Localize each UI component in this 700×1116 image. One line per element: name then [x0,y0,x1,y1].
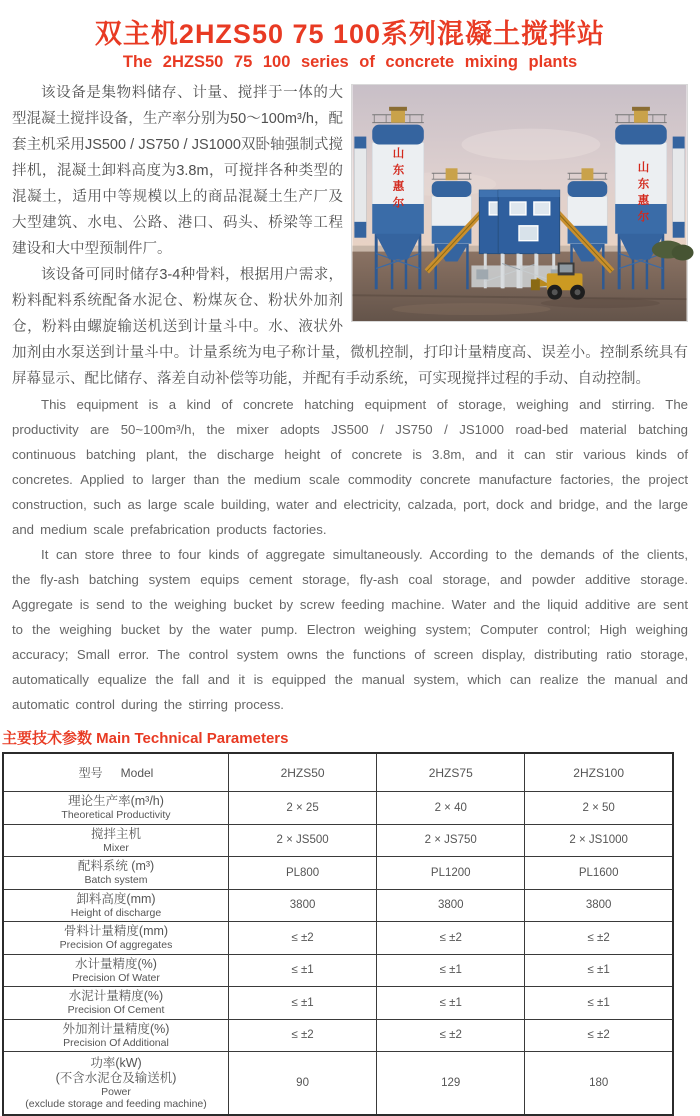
table-row [3,824,673,857]
intro-para-en-2: It can store three to four kinds of aggregate simultaneously. According to the demands of the clients, the fly-ash batching system equips cement storage, fly-ash coal storage, and powder additive storage. Aggregate is send to the weighing bucket by screw feeding machine. Water and the liquid additive are sent to the weighing bucket by the water pump. Electron weighing system; Computer control; High weighing accuracy; Small error. The control system owns the functions of screen display, distributing ratio storage, automatically equalize the fall and it is equipped the manual system, which can realize the manual and automatic control during the stirring process. [12,547,688,712]
spec-cell: ≤ ±2 [525,922,673,955]
table-row [3,889,673,922]
spec-cell: 2 × JS1000 [525,824,673,857]
param-label-cn: 功率(kW) [90,1055,142,1070]
param-label-cell [3,922,229,955]
intro-para-cn-2: 该设备可同时储存3-4种骨料，根据用户需求，粉料配料系统配备水泥仓、粉煤灰仓、粉状外加剂仓，粉料由螺旋输送机送到计量斗中。水、液状外加剂由水泵送到计量斗中。计量系统为电子称计量，微机控制，打印计量精度高、误差小。控制系统具有屏幕显示、配比储存、落差自动补偿等功能，并配有手动系统，可实现搅拌过程的手动、自动控制。 [12,267,688,387]
spec-cell: 3800 [229,889,377,922]
table-row [3,1019,673,1052]
param-label-en: Precision Of aggregates [59,939,173,951]
param-label-cell [3,824,229,857]
param-label-en: Mixer [103,841,129,854]
spec-cell: ≤ ±1 [229,954,377,987]
table-row [3,954,673,987]
spec-cell: ≤ ±2 [229,1019,377,1052]
spec-cell: ≤ ±1 [525,954,673,987]
param-label-cn: 配料系统 (m³) [77,859,155,873]
param-label-cell [3,857,229,890]
spec-cell: ≤ ±2 [525,1019,673,1052]
param-label-cn: 外加剂计量精度(%) [62,1021,170,1036]
page-title: 双主机2HZS50 75 100系列混凝土搅拌站 [94,19,606,49]
spec-cell: PL1600 [525,857,673,890]
spec-cell: ≤ ±1 [377,954,525,987]
param-label-en: Height of discharge [70,906,162,919]
param-label-cell [3,1052,229,1116]
spec-table [2,752,674,1116]
param-label-cn: 搅拌主机 [90,826,141,841]
param-label-cn2: (不含水泥仓及输送机) [55,1070,177,1085]
spec-cell: 2 × 50 [525,792,673,825]
model-cell: 2HZS50 [229,753,377,792]
spec-cell: ≤ ±1 [377,987,525,1020]
spec-cell: 2 × JS500 [229,824,377,857]
param-label-cell [3,987,229,1020]
silo-brand-label-left: 山东惠尔 [391,147,404,213]
spec-cell: 90 [229,1052,377,1116]
model-cell: 2HZS100 [525,753,673,792]
intro-section [12,80,688,717]
spec-cell: ≤ ±1 [229,987,377,1020]
param-label-cn: 理论生产率(m³/h) [68,794,164,808]
param-label-en: Precision Of Cement [67,1004,165,1016]
spec-cell: 3800 [377,889,525,922]
spec-cell: PL800 [229,857,377,890]
spec-cell: 3800 [525,889,673,922]
spec-cell: 2 × 25 [229,792,377,825]
spec-cell: 2 × JS750 [377,824,525,857]
intro-para-en-1: This equipment is a kind of concrete hatching equipment of storage, weighing and stirring. The productivity are 50~100m³/h, the mixer adopts JS500 / JS750 / JS1000 road-bed material batching continuous batching plant, the discharge height of concrete is 3.8m, and it can stir various kinds of concretes. Applied to larger than the medium scale commodity concrete manufacture factories, the project construction, such as large scale building, water and electricity, calzada, port, dock and bridge, and the large and medium scale prefabrication products factories. [12,397,688,537]
spec-cell: 180 [525,1052,673,1116]
model-label-cell [3,753,229,792]
param-label-cell [3,792,229,825]
spec-cell: 2 × 40 [377,792,525,825]
table-row [3,987,673,1020]
plant-photo [351,84,688,322]
param-label-en: Precision Of Water [72,971,160,984]
spec-cell: ≤ ±2 [229,922,377,955]
param-label-en: Batch system [84,874,148,886]
table-row [3,922,673,955]
model-label-en: Model [120,766,154,780]
page-subtitle: The 2HZS50 75 100 series of concrete mixing plants [122,53,578,71]
param-label-cell [3,1019,229,1052]
table-row-model [3,753,673,792]
datasheet-page [0,12,700,1110]
param-label-en: Precision Of Additional [63,1036,169,1049]
param-label-cn: 水泥计量精度(%) [68,989,164,1003]
param-label-cell [3,954,229,987]
param-label-en: Power [101,1085,131,1098]
param-label-en2: (exclude storage and feeding machine) [25,1098,207,1110]
spec-cell: PL1200 [377,857,525,890]
param-label-cell [3,889,229,922]
table-row [3,857,673,890]
silo-brand-label-right: 山东惠尔 [636,161,649,227]
param-label-cn: 骨料计量精度(mm) [63,924,169,938]
spec-cell: ≤ ±1 [525,987,673,1020]
spec-cell: 129 [377,1052,525,1116]
section-header: 主要技术参数 Main Technical Parameters [2,730,289,747]
param-label-en: Theoretical Productivity [61,809,171,821]
model-label-cn: 型号 [78,766,103,780]
spec-cell: ≤ ±2 [377,1019,525,1052]
spec-cell: ≤ ±2 [377,922,525,955]
model-cell: 2HZS75 [377,753,525,792]
intro-para-cn-1: 该设备是集物料储存、计量、搅拌于一体的大型混凝土搅拌设备，生产率分别为50～100m³/h，配套主机采用JS500 / JS750 / JS1000双卧轴强制式搅拌机，混凝土卸料高度为3.8m，可搅拌各种类型的混凝土，适用中等规模以上的商品混凝土生产厂及大型建筑、水电、公路、港口、码头、桥梁等工程建设和大中型预制件厂。 [12,85,343,257]
table-row-power [3,1052,673,1116]
param-label-cn: 卸料高度(mm) [76,891,156,906]
table-row [3,792,673,825]
param-label-cn: 水计量精度(%) [75,956,157,971]
